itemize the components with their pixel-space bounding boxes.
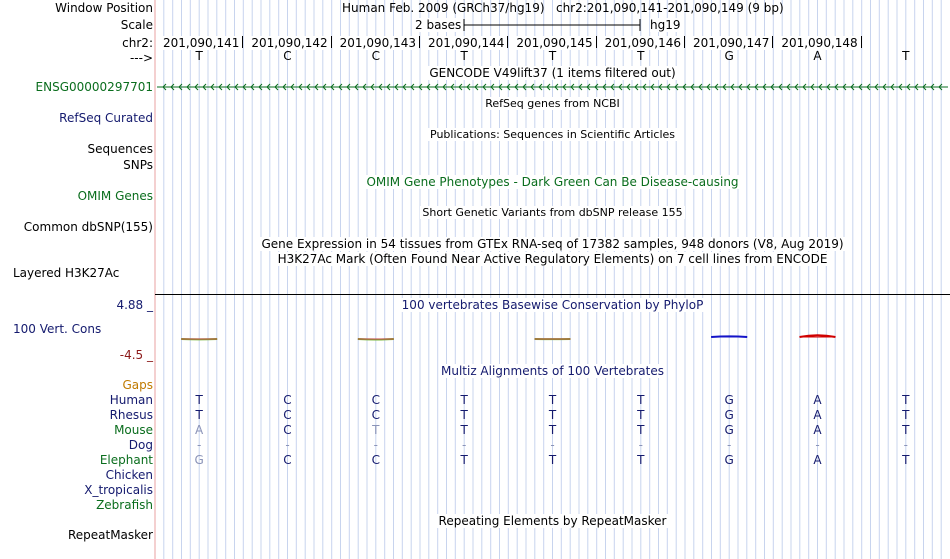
species-label[interactable]: Elephant — [99, 453, 153, 467]
omim-label[interactable]: OMIM Genes — [77, 189, 153, 203]
reference-base: G — [724, 49, 734, 63]
alignment-base: T — [902, 423, 910, 437]
phylop-plot[interactable] — [155, 300, 950, 360]
alignment-base: A — [813, 423, 822, 437]
alignment-base: T — [195, 393, 203, 407]
alignment-base: - — [461, 438, 467, 452]
ruler-position-label: 201,090,144 — [428, 36, 505, 50]
reference-base: T — [548, 49, 557, 63]
alignment-base: T — [460, 393, 468, 407]
ruler-tick — [684, 36, 685, 48]
reference-base: C — [371, 49, 381, 63]
alignment-base: T — [637, 423, 645, 437]
alignment-base: T — [548, 393, 557, 407]
alignment-base: T — [195, 408, 203, 422]
ruler-position-label: 201,090,146 — [604, 36, 681, 50]
ruler-position-label: 201,090,145 — [516, 36, 593, 50]
scale-bar — [462, 17, 644, 33]
alignment-base: A — [813, 408, 822, 422]
ruler-position-label: 201,090,143 — [339, 36, 416, 50]
ruler-tick — [507, 36, 508, 48]
refseq-title[interactable]: RefSeq genes from NCBI — [485, 97, 620, 110]
scale-label: Scale — [120, 18, 153, 32]
alignment-base: T — [548, 408, 557, 422]
phylop-label[interactable]: 100 Vert. Cons — [13, 322, 102, 336]
scale-db: hg19 — [650, 18, 681, 32]
gaps-label: Gaps — [122, 378, 153, 392]
gencode-item-label[interactable]: ENSG00000297701 — [35, 80, 153, 94]
alignment-base: G — [194, 453, 204, 467]
alignment-base: - — [903, 438, 908, 452]
alignment-base: A — [813, 453, 822, 467]
alignment-base: - — [373, 438, 378, 452]
alignment-base: - — [285, 438, 290, 452]
h3k27ac-label[interactable]: Layered H3K27Ac — [13, 266, 120, 280]
ruler-position-label: 201,090,148 — [781, 36, 858, 50]
alignment-base: T — [460, 453, 468, 467]
chr-label: chr2: — [122, 36, 153, 50]
alignment-base: - — [815, 438, 820, 452]
reference-base: T — [460, 49, 468, 63]
alignment-base: C — [371, 393, 381, 407]
reference-base: C — [283, 49, 292, 63]
alignment-base: G — [724, 408, 734, 422]
alignment-base: C — [283, 393, 292, 407]
reference-base: A — [813, 49, 822, 63]
gencode-gene-feature[interactable] — [155, 82, 950, 92]
alignment-base: T — [548, 453, 557, 467]
assembly-text — [342, 1, 784, 15]
ruler-position-label: 201,090,142 — [251, 36, 328, 50]
alignment-base: T — [460, 423, 468, 437]
alignment-base: A — [813, 393, 822, 407]
strand-label: ---> — [129, 51, 153, 65]
alignment-base: A — [195, 423, 204, 437]
species-label[interactable]: Human — [109, 393, 153, 407]
alignment-base: C — [283, 423, 292, 437]
alignment-base: T — [548, 423, 557, 437]
alignment-base: G — [724, 453, 734, 467]
phylop-title[interactable]: 100 vertebrates Basewise Conservation by PhyloP — [401, 298, 704, 312]
alignment-base: T — [637, 453, 645, 467]
multiz-title[interactable]: Multiz Alignments of 100 Vertebrates — [440, 364, 665, 378]
alignment-base: G — [724, 423, 734, 437]
snps-label[interactable]: SNPs — [123, 158, 153, 172]
phylop-min-label: -4.5 _ — [119, 348, 153, 362]
alignment-base: T — [902, 408, 910, 422]
ruler-position-label: 201,090,147 — [693, 36, 770, 50]
ruler-tick — [331, 36, 332, 48]
ruler-tick — [419, 36, 420, 48]
h3k27ac-title[interactable]: H3K27Ac Mark (Often Found Near Active Regulatory Elements) on 7 cell lines from ENCODE — [277, 252, 828, 266]
ruler-position-label: 201,090,141 — [163, 36, 240, 50]
alignment-base: - — [196, 438, 202, 452]
alignment-base: T — [372, 423, 380, 437]
alignment-base: - — [550, 438, 555, 452]
alignment-base: C — [283, 453, 292, 467]
track-divider — [155, 294, 950, 295]
species-label[interactable]: Rhesus — [109, 408, 153, 422]
species-label[interactable]: Chicken — [105, 468, 153, 482]
publications-title[interactable]: Publications: Sequences in Scientific Articles — [430, 128, 675, 141]
alignment-base: C — [283, 408, 292, 422]
ruler-tick — [242, 36, 243, 48]
window-position-label: Window Position — [55, 1, 153, 15]
dbsnp-title[interactable]: Short Genetic Variants from dbSNP release 155 — [422, 206, 683, 219]
ruler-tick — [596, 36, 597, 48]
reference-base: T — [902, 49, 910, 63]
alignment-base: T — [637, 393, 645, 407]
alignment-base: C — [371, 453, 381, 467]
alignment-base: T — [460, 408, 468, 422]
ruler-tick — [772, 36, 773, 48]
repeatmasker-label[interactable]: RepeatMasker — [67, 528, 153, 542]
alignment-base: G — [724, 393, 734, 407]
reference-base: T — [195, 49, 203, 63]
phylop-max-label: 4.88 _ — [116, 298, 153, 312]
reference-base: T — [637, 49, 645, 63]
alignment-base: - — [726, 438, 732, 452]
alignment-base: T — [902, 393, 910, 407]
gencode-title[interactable]: GENCODE V49lift37 (1 items filtered out) — [429, 66, 676, 80]
omim-title[interactable]: OMIM Gene Phenotypes - Dark Green Can Be Disease-causing — [366, 175, 739, 189]
scale-text: 2 bases — [415, 18, 462, 32]
species-label[interactable]: Dog — [128, 438, 153, 452]
alignment-base: T — [637, 408, 645, 422]
position-text: chr2:201,090,141-201,090,149 (9 bp) — [555, 1, 784, 15]
species-label[interactable]: X_tropicalis — [84, 483, 153, 497]
species-label[interactable]: Mouse — [114, 423, 153, 437]
sequences-label[interactable]: Sequences — [87, 142, 153, 156]
alignment-base: T — [902, 453, 910, 467]
alignment-base: C — [371, 408, 381, 422]
ruler-tick — [861, 36, 862, 48]
gtex-title[interactable]: Gene Expression in 54 tissues from GTEx RNA-seq of 17382 samples, 948 donors (V8, Aug 2019) — [261, 237, 844, 251]
alignment-base: - — [638, 438, 643, 452]
dbsnp-label[interactable]: Common dbSNP(155) — [23, 220, 153, 234]
assembly-name: Human Feb. 2009 (GRCh37/hg19) — [342, 1, 545, 15]
refseq-label[interactable]: RefSeq Curated — [59, 111, 153, 125]
species-label[interactable]: Zebrafish — [96, 498, 153, 512]
repeatmasker-title[interactable]: Repeating Elements by RepeatMasker — [438, 514, 667, 528]
